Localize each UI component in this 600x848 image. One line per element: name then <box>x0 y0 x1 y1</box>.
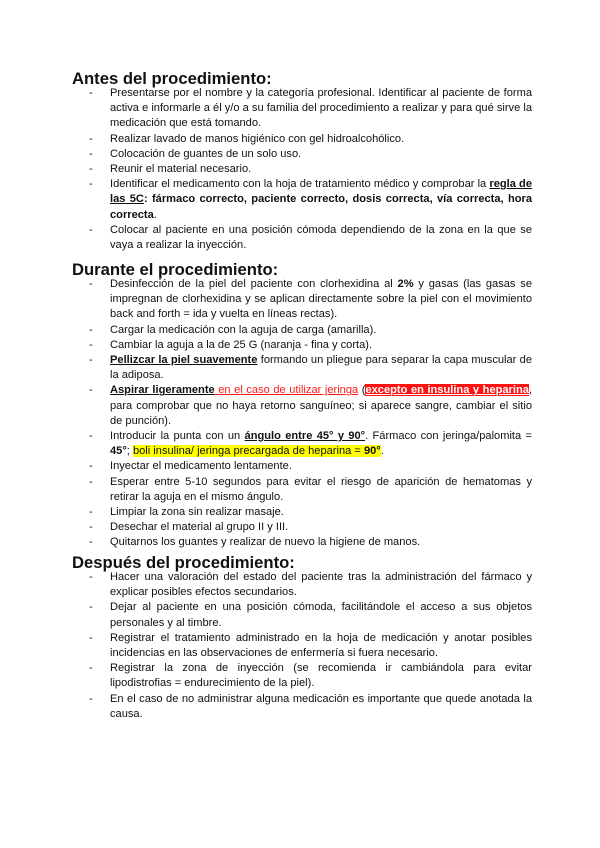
section-after-procedure <box>72 555 532 722</box>
five-rights-rule: regla de las 5C <box>110 178 532 206</box>
list-item: - Registrar la zona de inyección (se recomienda ir cambiándola para evitar lipodistrofias = endurecimiento de la piel). <box>72 661 532 691</box>
angle-value: 45° <box>110 445 127 458</box>
list-item: - Desechar el material al grupo II y III. <box>72 520 532 535</box>
list-item: - Limpiar la zona sin realizar masaje. <box>72 505 532 520</box>
list-item: - Hacer una valoración del estado del paciente tras la administración del fármaco y explicar posibles efectos secundarios. <box>72 570 532 600</box>
emphasis-text: Pellizcar la piel suavemente <box>110 354 258 367</box>
list-item: - Pellizcar la piel suavemente formando un pliegue para separar la capa muscular de la adiposa. <box>72 353 532 383</box>
insulin-highlight: boli insulina/ jeringa precargada de heparina = 90° <box>132 445 381 458</box>
step-list <box>72 570 532 722</box>
five-rights-list: : fármaco correcto, paciente correcto, dosis correcta, vía correcta, hora correcta <box>110 193 532 221</box>
list-item: - Registrar el tratamiento administrado en la hoja de medicación y anotar posibles incidencias en las observaciones de enfermería si fuera necesario. <box>72 631 532 661</box>
list-item: - Colocar al paciente en una posición cómoda dependiendo de la zona en la que se vaya a realizar la inyección. <box>72 223 532 253</box>
list-item: - Desinfección de la piel del paciente con clorhexidina al 2% y gasas (las gasas se impregnan de clorhexidina y se aplican directamente sobre la piel con el movimiento back and forth = ida y vuelta en líneas rectas). <box>72 277 532 323</box>
list-item: - Identificar el medicamento con la hoja de tratamiento médico y comprobar la regla de las 5C: fármaco correcto, paciente correcto, dosis correcta, vía correcta, hora correcta. <box>72 177 532 223</box>
syringe-condition-text: en el caso de utilizar jeringa <box>214 384 359 397</box>
list-item: - Inyectar el medicamento lentamente. <box>72 459 532 474</box>
list-item: - Cambiar la aguja a la de 25 G (naranja - fina y corta). <box>72 338 532 353</box>
list-item: - Presentarse por el nombre y la categoría profesional. Identificar al paciente de forma activa e informarle a él y/o a su familia del procedimiento a realizar y para qué sirve la medicación que está tomando. <box>72 86 532 132</box>
list-item: - Dejar al paciente en una posición cómoda, facilitándole el acceso a sus objetos personales y al timbre. <box>72 600 532 630</box>
step-list <box>72 277 532 551</box>
exception-highlight: excepto en insulina y heparina <box>365 384 529 397</box>
emphasis-text: Aspirar ligeramente <box>110 384 215 397</box>
list-item: - Realizar lavado de manos higiénico con gel hidroalcohólico. <box>72 132 532 147</box>
section-before-procedure <box>72 71 532 253</box>
concentration-value: 2% <box>397 278 414 290</box>
section-heading: Después del procedimiento: <box>72 553 295 572</box>
section-heading: Antes del procedimiento: <box>72 69 272 88</box>
step-list <box>72 86 532 253</box>
angle-range: ángulo entre 45° y 90° <box>244 430 366 443</box>
list-item: - Cargar la medicación con la aguja de carga (amarilla). <box>72 323 532 338</box>
section-heading: Durante el procedimiento: <box>72 260 279 279</box>
list-item: - Introducir la punta con un ángulo entre 45° y 90°. Fármaco con jeringa/palomita = 45°; boli insulina/ jeringa precargada de heparina = 90°. <box>72 429 532 459</box>
list-item: - Colocación de guantes de un solo uso. <box>72 147 532 162</box>
list-item: - Aspirar ligeramente en el caso de utilizar jeringa (excepto en insulina y heparina, para comprobar que no haya retorno sanguíneo; si aparece sangre, cambiar el sitio de punción). <box>72 383 532 429</box>
list-item: - Esperar entre 5-10 segundos para evitar el riesgo de aparición de hematomas y retirar la aguja en el mismo ángulo. <box>72 475 532 505</box>
section-during-procedure <box>72 262 532 551</box>
list-item: - Quitarnos los guantes y realizar de nuevo la higiene de manos. <box>72 535 532 550</box>
list-item: - Reunir el material necesario. <box>72 162 532 177</box>
list-item: - En el caso de no administrar alguna medicación es importante que quede anotada la causa. <box>72 692 532 722</box>
